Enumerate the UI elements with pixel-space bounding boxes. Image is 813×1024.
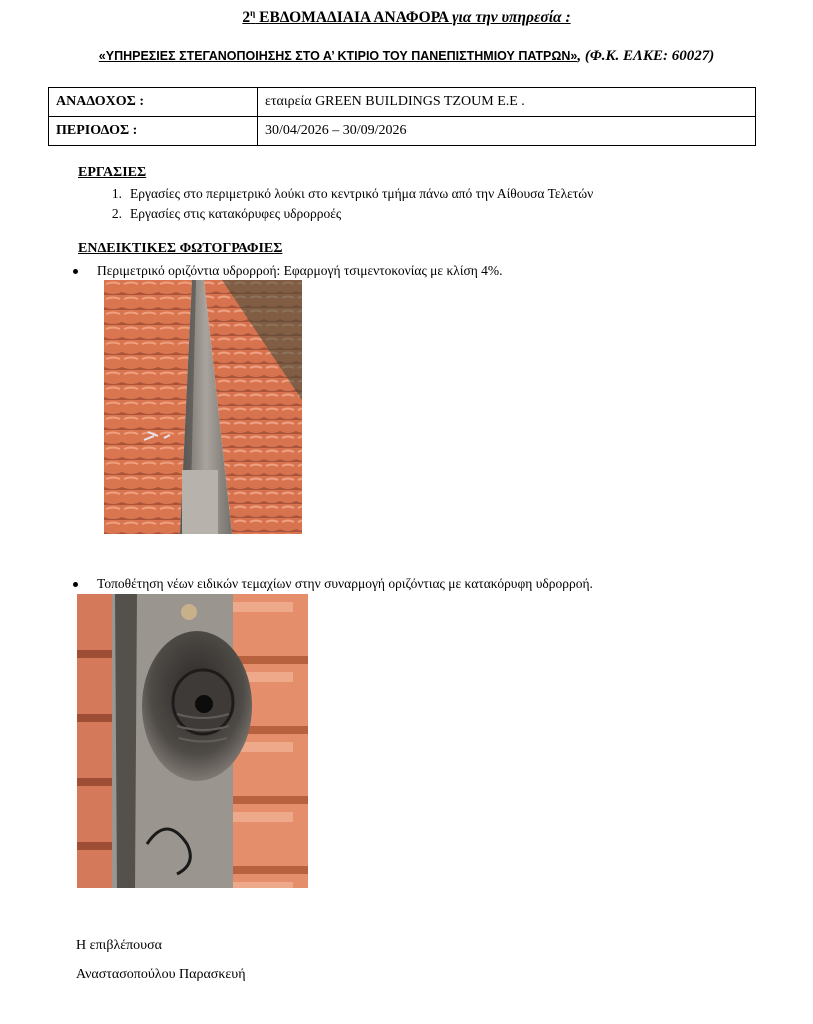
title-sup: η bbox=[250, 8, 256, 18]
signature-name: Αναστασοπούλου Παρασκευή bbox=[76, 967, 246, 982]
photo-caption-1 bbox=[97, 263, 503, 279]
table-row bbox=[49, 88, 756, 117]
list-item-text: Εργασίες στο περιμετρικό λούκι στο κεντρικό τμήμα πάνω από την Αίθουσα Τελετών bbox=[130, 186, 594, 201]
title-prefix: 2 bbox=[242, 9, 251, 27]
list-item-number: 1. bbox=[111, 186, 122, 201]
list-item-number: 2. bbox=[111, 206, 122, 221]
period-value: 30/04/2026 – 30/09/2026 bbox=[258, 117, 756, 146]
list-item bbox=[100, 206, 341, 222]
bullet-icon bbox=[73, 269, 78, 274]
subtitle-main: «ΥΠΗΡΕΣΙΕΣ ΣΤΕΓΑΝΟΠΟΙΗΣΗΣ ΣΤΟ Α’ ΚΤΙΡΙΟ ΤΟΥ ΠΑΝΕΠΙΣΤΗΜΙΟΥ ΠΑΤΡΩΝ» bbox=[98, 49, 578, 63]
gutter-photo-1 bbox=[104, 280, 302, 534]
contractor-label: ΑΝΑΔΟΧΟΣ : bbox=[49, 88, 258, 117]
list-item bbox=[100, 186, 593, 202]
table-row bbox=[49, 117, 756, 146]
period-label: ΠΕΡΙΟΔΟΣ : bbox=[49, 117, 258, 146]
signature-role: Η επιβλέπουσα bbox=[76, 938, 162, 953]
photo-caption-2 bbox=[97, 576, 593, 592]
photo-caption-text: Περιμετρικό οριζόντια υδρορροή: Εφαρμογή τσιμεντοκονίας με κλίση 4%. bbox=[97, 263, 503, 278]
title-italic: για την υπηρεσία : bbox=[452, 9, 571, 27]
contractor-value: εταιρεία GREEN BUILDINGS TZOUM E.E . bbox=[258, 88, 756, 117]
photos-heading: ΕΝΔΕΙΚΤΙΚΕΣ ΦΩΤΟΓΡΑΦΙΕΣ bbox=[78, 241, 283, 256]
gutter-photo-2 bbox=[77, 594, 308, 888]
tasks-heading: ΕΡΓΑΣΙΕΣ bbox=[78, 165, 147, 180]
report-subtitle bbox=[0, 48, 813, 65]
subtitle-code: , (Φ.Κ. ΕΛΚΕ: 60027) bbox=[577, 48, 715, 64]
bullet-icon bbox=[73, 582, 78, 587]
photo-caption-text: Τοποθέτηση νέων ειδικών τεμαχίων στην συναρμογή οριζόντιας με κατακόρυφη υδρορροή. bbox=[97, 576, 593, 591]
report-title bbox=[0, 8, 813, 27]
info-table bbox=[48, 87, 756, 146]
list-item-text: Εργασίες στις κατακόρυφες υδρορροές bbox=[130, 206, 342, 221]
title-main: ΕΒΔΟΜΑΔΙΑΙΑ ΑΝΑΦΟΡΑ bbox=[255, 9, 453, 27]
